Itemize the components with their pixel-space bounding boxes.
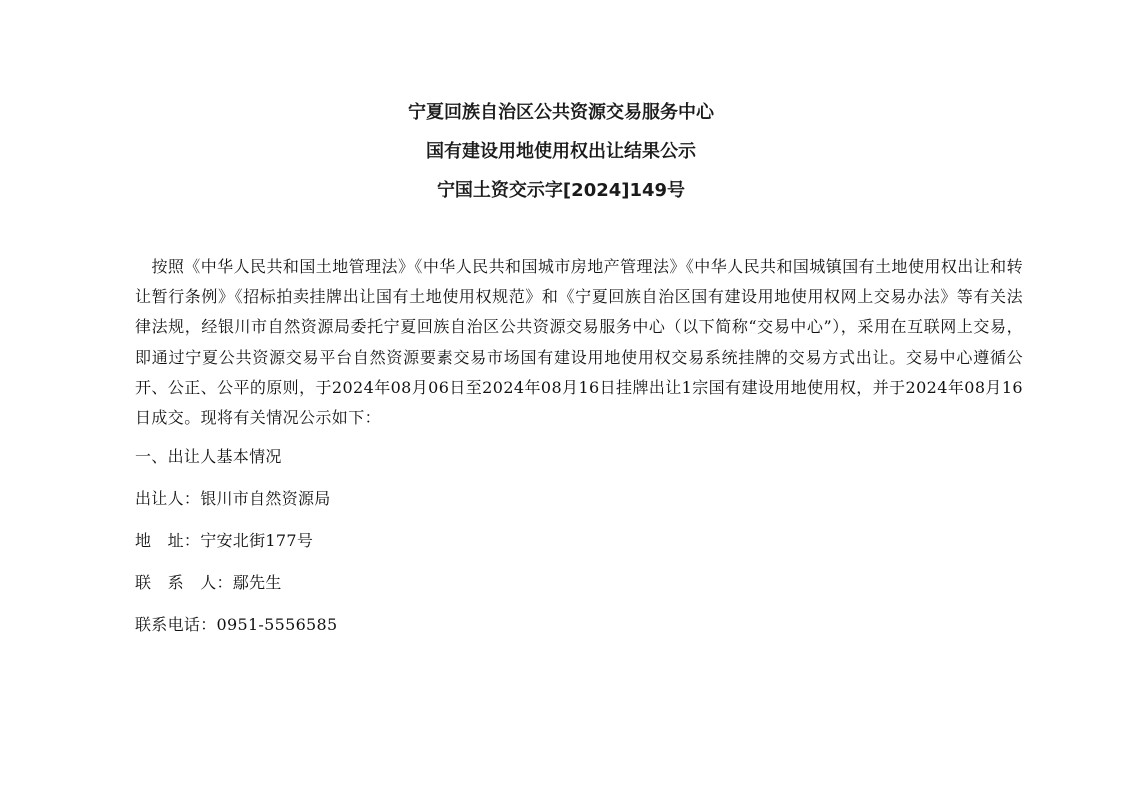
address-line: 地 址：宁安北街177号 (135, 531, 314, 551)
intro-paragraph (135, 252, 1023, 433)
intro-text: 按照《中华人民共和国土地管理法》《中华人民共和国城市房地产管理法》《中华人民共和国城镇国有土地使用权出让和转让暂行条例》《招标拍卖挂牌出让国有土地使用权规范》和《宁夏回族自治区国有建设用地使用权网上交易办法》等有关法律法规，经银川市自然资源局委托宁夏回族自治区公共资源交易服务中心（以下简称“交易中心”），采用在互联网上交易，即通过宁夏公共资源交易平台自然资源要素交易市场国有建设用地使用权交易系统挂牌的交易方式出让。交易中心遵循公开、公正、公平的原则，于2024年08月06日至2024年08月16日挂牌出让1宗国有建设用地使用权，并于2024年08月16日成交。现将有关情况公示如下： (135, 257, 1023, 428)
document-number: 宁国土资交示字[2024]149号 (436, 180, 686, 201)
contact-person-line: 联 系 人：鄢先生 (135, 573, 282, 593)
document-body (135, 252, 1023, 635)
document-title: 国有建设用地使用权出让结果公示 (426, 141, 696, 162)
intro-indent (135, 257, 151, 276)
document-header (0, 98, 1122, 200)
transferor-line: 出让人：银川市自然资源局 (135, 489, 331, 509)
issuer-title: 宁夏回族自治区公共资源交易服务中心 (408, 102, 714, 123)
section-heading-transferor: 一、出让人基本情况 (135, 447, 282, 467)
contact-phone-line: 联系电话：0951-5556585 (135, 615, 338, 635)
